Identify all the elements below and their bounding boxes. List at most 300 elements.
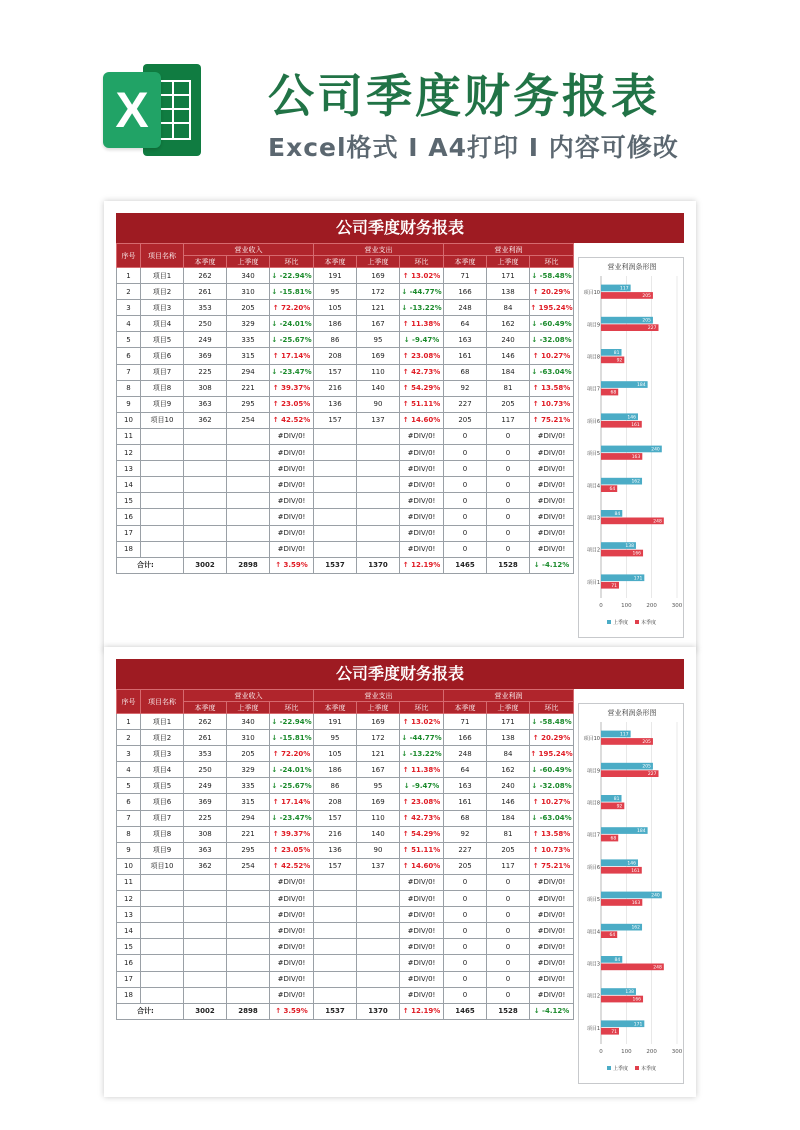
bar-value-label: 248 <box>653 965 662 971</box>
cell-previous: 0 <box>487 907 530 923</box>
cell-current: 186 <box>314 316 357 332</box>
row-name: 项目9 <box>141 842 184 858</box>
row-seq: 1 <box>117 268 141 284</box>
trend-arrow-icon: ↓ <box>271 271 278 280</box>
change-value: 42.73% <box>411 368 441 377</box>
trend-arrow-icon: ↑ <box>272 303 279 312</box>
row-name <box>141 923 184 939</box>
cell-previous <box>227 525 270 541</box>
cell-current <box>314 874 357 890</box>
cell-current <box>184 874 227 890</box>
cell-change <box>400 316 444 332</box>
change-value: -13.22% <box>409 749 442 758</box>
cell-current <box>314 939 357 955</box>
total-current: 1465 <box>444 557 487 573</box>
financial-table <box>116 689 574 1020</box>
change-value: 54.29% <box>411 830 441 839</box>
category-label: 项目9 <box>586 322 600 329</box>
chart-title: 营业利润条形图 <box>607 709 657 717</box>
change-value: #DIV/0! <box>407 991 436 1000</box>
cell-previous <box>227 493 270 509</box>
change-value: 14.60% <box>411 416 441 425</box>
cell-change <box>270 348 314 364</box>
cell-previous <box>227 541 270 557</box>
cell-change <box>270 316 314 332</box>
cell-current: 0 <box>444 874 487 890</box>
cell-current: 0 <box>444 477 487 493</box>
cell-previous: 0 <box>487 874 530 890</box>
cell-previous: 162 <box>487 762 530 778</box>
cell-previous <box>227 907 270 923</box>
cell-previous <box>357 461 400 477</box>
cell-current: 95 <box>314 730 357 746</box>
cell-current: 308 <box>184 380 227 396</box>
row-seq: 9 <box>117 396 141 412</box>
cell-change <box>530 955 574 971</box>
total-previous: 1528 <box>487 557 530 573</box>
trend-arrow-icon: ↑ <box>402 765 409 774</box>
cell-previous <box>227 971 270 987</box>
total-previous: 1370 <box>357 557 400 573</box>
change-value: 51.11% <box>411 400 441 409</box>
cell-current: 225 <box>184 364 227 380</box>
cell-previous: 138 <box>487 284 530 300</box>
cell-current <box>314 971 357 987</box>
cell-current: 0 <box>444 891 487 907</box>
bar-value-label: 117 <box>620 286 629 292</box>
trend-arrow-icon: ↑ <box>532 862 539 871</box>
change-value: -22.94% <box>279 717 312 726</box>
cell-previous: 169 <box>357 348 400 364</box>
row-name <box>141 971 184 987</box>
bar-value-label: 146 <box>627 415 636 421</box>
category-label: 项目7 <box>586 832 600 839</box>
table-row <box>117 284 574 300</box>
cell-previous: 81 <box>487 380 530 396</box>
bar-value-label: 161 <box>631 868 640 874</box>
cell-change <box>400 380 444 396</box>
excel-logo-icon <box>103 64 203 156</box>
change-value: #DIV/0! <box>537 448 566 457</box>
cell-change <box>270 810 314 826</box>
cell-change <box>400 332 444 348</box>
cell-current <box>184 445 227 461</box>
change-value: 11.38% <box>411 319 441 328</box>
cell-previous: 310 <box>227 730 270 746</box>
cell-change <box>530 987 574 1003</box>
change-value: #DIV/0! <box>537 958 566 967</box>
change-value: 10.27% <box>541 798 571 807</box>
row-name: 项目8 <box>141 826 184 842</box>
table-row <box>117 826 574 842</box>
cell-change <box>270 300 314 316</box>
total-change <box>530 557 574 573</box>
table-row <box>117 380 574 396</box>
bar-value-label: 138 <box>625 544 634 550</box>
cell-current <box>184 525 227 541</box>
cell-change <box>270 826 314 842</box>
trend-arrow-icon: ↓ <box>271 319 278 328</box>
cell-current <box>314 477 357 493</box>
cell-change <box>270 762 314 778</box>
row-seq: 16 <box>117 955 141 971</box>
cell-current <box>184 939 227 955</box>
category-label: 项目6 <box>586 864 600 871</box>
cell-change <box>400 396 444 412</box>
cell-change <box>530 858 574 874</box>
category-label: 项目5 <box>586 897 600 904</box>
cell-current <box>314 541 357 557</box>
change-value: #DIV/0! <box>407 878 436 887</box>
bar-value-label: 71 <box>611 583 617 589</box>
row-seq: 15 <box>117 939 141 955</box>
trend-arrow-icon: ↓ <box>403 781 410 790</box>
table-row <box>117 987 574 1003</box>
cell-change <box>400 445 444 461</box>
legend-label: 上季度 <box>613 620 629 626</box>
total-previous: 1528 <box>487 1003 530 1019</box>
table-row <box>117 493 574 509</box>
cell-current: 205 <box>444 858 487 874</box>
cell-current: 261 <box>184 284 227 300</box>
change-value: #DIV/0! <box>407 464 436 473</box>
change-value: -24.01% <box>279 319 312 328</box>
row-name: 项目9 <box>141 396 184 412</box>
cell-previous: 205 <box>227 746 270 762</box>
cell-previous: 140 <box>357 380 400 396</box>
table-row <box>117 923 574 939</box>
col-header-name: 项目名称 <box>141 244 184 268</box>
category-label: 项目1 <box>586 1025 600 1032</box>
legend-swatch <box>635 1066 639 1070</box>
bar-value-label: 138 <box>625 990 634 996</box>
cell-change <box>270 907 314 923</box>
col-group-header: 营业收入 <box>184 690 314 702</box>
cell-current: 308 <box>184 826 227 842</box>
trend-arrow-icon: ↓ <box>271 814 278 823</box>
cell-change <box>530 412 574 428</box>
cell-previous: 295 <box>227 396 270 412</box>
cell-current: 208 <box>314 794 357 810</box>
cell-change <box>400 714 444 730</box>
row-seq: 8 <box>117 380 141 396</box>
cell-change <box>270 714 314 730</box>
trend-arrow-icon: ↓ <box>401 749 408 758</box>
trend-arrow-icon: ↓ <box>271 287 278 296</box>
row-name: 项目4 <box>141 762 184 778</box>
row-seq: 4 <box>117 762 141 778</box>
cell-current: 362 <box>184 858 227 874</box>
change-value: #DIV/0! <box>407 529 436 538</box>
cell-previous: 184 <box>487 810 530 826</box>
cell-change <box>400 987 444 1003</box>
cell-change <box>270 428 314 444</box>
change-value: 72.20% <box>281 303 311 312</box>
category-label: 项目7 <box>586 386 600 393</box>
cell-current: 262 <box>184 268 227 284</box>
total-change <box>530 1003 574 1019</box>
change-value: -23.47% <box>279 814 312 823</box>
category-label: 项目10 <box>583 290 600 297</box>
row-seq: 14 <box>117 477 141 493</box>
cell-change <box>270 971 314 987</box>
cell-previous: 254 <box>227 858 270 874</box>
cell-previous <box>227 874 270 890</box>
col-group-header: 营业利润 <box>444 244 574 256</box>
cell-previous <box>357 509 400 525</box>
cell-current <box>314 525 357 541</box>
col-group-header: 营业利润 <box>444 690 574 702</box>
col-group-header: 营业收入 <box>184 244 314 256</box>
change-value: -60.49% <box>539 319 572 328</box>
change-value: #DIV/0! <box>407 512 436 521</box>
excel-logo-tile <box>103 72 161 148</box>
table-row <box>117 762 574 778</box>
change-value: 23.05% <box>281 400 311 409</box>
cell-current: 250 <box>184 316 227 332</box>
cell-change <box>400 874 444 890</box>
row-seq: 2 <box>117 730 141 746</box>
cell-previous: 0 <box>487 428 530 444</box>
change-value: #DIV/0! <box>407 480 436 489</box>
col-sub-header: 环比 <box>270 256 314 268</box>
table-row <box>117 810 574 826</box>
change-value: #DIV/0! <box>277 448 306 457</box>
change-value: 11.38% <box>411 765 441 774</box>
change-value: #DIV/0! <box>277 529 306 538</box>
trend-arrow-icon: ↑ <box>402 416 409 425</box>
cell-current: 205 <box>444 412 487 428</box>
row-name <box>141 541 184 557</box>
bar-value-label: 240 <box>651 893 660 899</box>
change-value: -22.94% <box>279 271 312 280</box>
total-change <box>270 557 314 573</box>
row-seq: 7 <box>117 810 141 826</box>
x-tick-label: 200 <box>646 1049 657 1055</box>
row-name <box>141 509 184 525</box>
bar-value-label: 117 <box>620 732 629 738</box>
cell-current <box>184 955 227 971</box>
change-value: #DIV/0! <box>277 991 306 1000</box>
cell-change <box>400 794 444 810</box>
category-label: 项目6 <box>586 418 600 425</box>
cell-change <box>530 971 574 987</box>
cell-current: 369 <box>184 348 227 364</box>
change-value: #DIV/0! <box>277 464 306 473</box>
change-value: #DIV/0! <box>537 529 566 538</box>
cell-current: 225 <box>184 810 227 826</box>
table-row <box>117 907 574 923</box>
cell-change <box>400 907 444 923</box>
legend-label: 上季度 <box>613 1066 629 1072</box>
row-name: 项目7 <box>141 810 184 826</box>
row-seq: 18 <box>117 987 141 1003</box>
cell-current: 0 <box>444 955 487 971</box>
col-sub-header: 本季度 <box>314 256 357 268</box>
change-value: 20.29% <box>541 287 571 296</box>
change-value: 75.21% <box>541 862 571 871</box>
bar-value-label: 68 <box>610 836 617 842</box>
cell-change <box>530 541 574 557</box>
cell-current: 363 <box>184 842 227 858</box>
row-name: 项目8 <box>141 380 184 396</box>
col-header-seq: 序号 <box>117 690 141 714</box>
bar-value-label: 68 <box>610 390 617 396</box>
bar-value-label: 162 <box>631 479 641 485</box>
cell-current: 0 <box>444 509 487 525</box>
change-value: 17.14% <box>281 798 311 807</box>
change-value: #DIV/0! <box>537 512 566 521</box>
page-subtitle: Excel格式 I A4打印 I 内容可修改 <box>268 133 679 162</box>
cell-current <box>184 493 227 509</box>
cell-change <box>530 380 574 396</box>
row-seq: 3 <box>117 746 141 762</box>
col-group-header: 营业支出 <box>314 244 444 256</box>
cell-change <box>530 714 574 730</box>
change-value: #DIV/0! <box>277 432 306 441</box>
cell-previous <box>227 509 270 525</box>
bar-value-label: 240 <box>651 447 660 453</box>
cell-current <box>314 923 357 939</box>
cell-change <box>530 794 574 810</box>
cell-current: 161 <box>444 794 487 810</box>
trend-arrow-icon: ↑ <box>272 830 279 839</box>
trend-arrow-icon: ↑ <box>402 400 409 409</box>
cell-current <box>184 477 227 493</box>
cell-current: 92 <box>444 826 487 842</box>
cell-current <box>184 541 227 557</box>
change-value: #DIV/0! <box>277 545 306 554</box>
cell-previous <box>227 445 270 461</box>
bar-value-label: 163 <box>631 901 641 906</box>
bar-value-label: 81 <box>613 350 620 356</box>
cell-previous: 95 <box>357 778 400 794</box>
row-seq: 3 <box>117 300 141 316</box>
cell-change <box>530 396 574 412</box>
col-sub-header: 环比 <box>400 256 444 268</box>
row-name <box>141 525 184 541</box>
x-tick-label: 100 <box>621 1049 632 1055</box>
cell-previous: 0 <box>487 525 530 541</box>
change-value: -9.47% <box>412 781 440 790</box>
trend-arrow-icon: ↓ <box>271 781 278 790</box>
cell-change <box>400 364 444 380</box>
cell-previous <box>357 987 400 1003</box>
trend-arrow-icon: ↑ <box>530 303 537 312</box>
cell-current: 86 <box>314 778 357 794</box>
row-name: 项目1 <box>141 268 184 284</box>
cell-change <box>530 826 574 842</box>
table-row <box>117 461 574 477</box>
col-sub-header: 环比 <box>530 256 574 268</box>
cell-previous: 121 <box>357 746 400 762</box>
trend-arrow-icon: ↑ <box>272 846 279 855</box>
change-value: 39.37% <box>281 830 311 839</box>
category-label: 项目1 <box>586 579 600 586</box>
category-label: 项目10 <box>583 736 600 743</box>
cell-current: 105 <box>314 746 357 762</box>
table-row <box>117 842 574 858</box>
trend-arrow-icon: ↓ <box>271 717 278 726</box>
change-value: 39.37% <box>281 384 311 393</box>
table-row <box>117 525 574 541</box>
cell-change <box>530 746 574 762</box>
col-sub-header: 本季度 <box>444 702 487 714</box>
trend-arrow-icon: ↑ <box>402 798 409 807</box>
change-value: 17.14% <box>281 352 311 361</box>
change-value: #DIV/0! <box>277 496 306 505</box>
trend-arrow-icon: ↑ <box>532 846 539 855</box>
change-value: #DIV/0! <box>407 432 436 441</box>
change-value: #DIV/0! <box>407 496 436 505</box>
cell-change <box>530 762 574 778</box>
cell-change <box>270 891 314 907</box>
trend-arrow-icon: ↓ <box>401 303 408 312</box>
cell-current: 353 <box>184 746 227 762</box>
cell-change <box>400 493 444 509</box>
cell-current <box>314 987 357 1003</box>
table-header-row <box>117 690 574 702</box>
change-value: 10.73% <box>541 400 571 409</box>
col-sub-header: 本季度 <box>184 256 227 268</box>
trend-arrow-icon: ↑ <box>272 798 279 807</box>
cell-change <box>400 509 444 525</box>
legend-swatch <box>607 620 611 624</box>
change-value: #DIV/0! <box>407 545 436 554</box>
x-tick-label: 300 <box>671 1049 683 1055</box>
cell-current <box>314 461 357 477</box>
category-label: 项目5 <box>586 451 600 458</box>
change-value: 195.24% <box>538 303 573 312</box>
cell-change <box>530 842 574 858</box>
cell-previous: 295 <box>227 842 270 858</box>
trend-arrow-icon: ↓ <box>401 287 408 296</box>
trend-arrow-icon: ↓ <box>271 368 278 377</box>
cell-current: 0 <box>444 461 487 477</box>
change-value: #DIV/0! <box>537 910 566 919</box>
row-name: 项目10 <box>141 412 184 428</box>
cell-change <box>400 762 444 778</box>
cell-previous: 294 <box>227 810 270 826</box>
total-previous: 1370 <box>357 1003 400 1019</box>
excel-logo-letter: X <box>115 82 149 138</box>
change-value: 23.05% <box>281 846 311 855</box>
cell-change <box>400 284 444 300</box>
bar-value-label: 92 <box>616 804 623 810</box>
cell-previous: 335 <box>227 332 270 348</box>
cell-change <box>270 412 314 428</box>
cell-current <box>314 907 357 923</box>
col-sub-header: 本季度 <box>444 256 487 268</box>
change-value: #DIV/0! <box>277 894 306 903</box>
cell-change <box>400 955 444 971</box>
trend-arrow-icon: ↓ <box>403 335 410 344</box>
change-value: #DIV/0! <box>407 926 436 935</box>
table-row <box>117 348 574 364</box>
profit-bar-chart <box>578 257 684 638</box>
trend-arrow-icon: ↓ <box>531 717 538 726</box>
trend-arrow-icon: ↑ <box>402 814 409 823</box>
row-name <box>141 428 184 444</box>
cell-current: 227 <box>444 842 487 858</box>
total-current: 3002 <box>184 557 227 573</box>
table-row <box>117 541 574 557</box>
profit-bar-chart <box>578 703 684 1084</box>
cell-current: 186 <box>314 762 357 778</box>
cell-current: 0 <box>444 428 487 444</box>
row-name: 项目6 <box>141 794 184 810</box>
bar-value-label: 161 <box>631 422 640 428</box>
